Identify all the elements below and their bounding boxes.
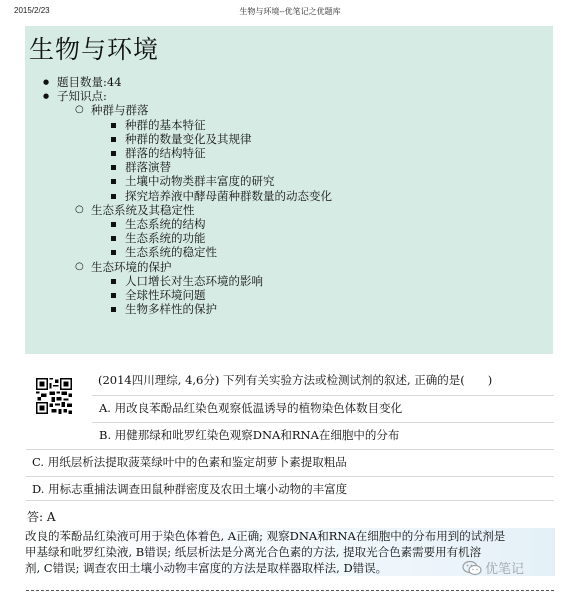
subtopic-item: 群落演替 [109, 160, 332, 174]
option-a[interactable]: A. 用改良苯酚品红染色观察低温诱导的植物染色体数目变化 [99, 401, 403, 415]
subtopic-item: 种群的基本特征 [109, 118, 332, 132]
dashed-separator [26, 590, 554, 591]
subtopic-item: 人口增长对生态环境的影响 [109, 274, 332, 288]
option-b[interactable]: B. 用健那绿和吡罗红染色观察DNA和RNA在细胞中的分布 [99, 428, 400, 442]
subtopic-item: 探究培养液中酵母菌种群数量的动态变化 [109, 189, 332, 203]
subtopic-list [91, 118, 332, 203]
subtopic-item: 生态系统的稳定性 [109, 245, 332, 259]
header-page-title: 生物与环境--优笔记之优题库 [239, 7, 341, 16]
question-stem: (2014四川理综, 4,6分) 下列有关实验方法或检测试剂的叙述, 正确的是( ) [98, 373, 493, 387]
divider [26, 476, 554, 477]
divider [26, 449, 554, 450]
subtopic-item: 全球性环境问题 [109, 288, 332, 302]
subtopic-list [91, 217, 332, 260]
topic-item: ○ 种群与群落 种群的基本特征 种群的数量变化及其规律 群落的结构特征 群落演替 土壤中动物类群丰富度的研究 探究培养液中酵母菌种群数量的动态变化 [75, 103, 332, 202]
topic-list [57, 103, 332, 316]
question-count: ● 题目数量:44 [43, 75, 332, 89]
divider [92, 395, 554, 396]
explanation-line: 甲基绿和吡罗红染液, B错误; 纸层析法是分离光合色素的方法, 提取光合色素需要用有机溶 [25, 545, 482, 559]
subtopic-item: 土壤中动物类群丰富度的研究 [109, 174, 332, 188]
subtopic-item: 种群的数量变化及其规律 [109, 132, 332, 146]
subtopic-item: 群落的结构特征 [109, 146, 332, 160]
answer: 答: A [27, 510, 56, 524]
subtopic-item: 生态系统的功能 [109, 231, 332, 245]
divider [92, 422, 554, 423]
option-c[interactable]: C. 用纸层析法提取菠菜绿叶中的色素和鉴定胡萝卜素提取粗品 [32, 455, 347, 469]
summary-list [43, 75, 332, 316]
subtopic-item: 生物多样性的保护 [109, 302, 332, 316]
divider [26, 500, 554, 501]
subtopic-list [91, 274, 332, 317]
topic-item: ○ 生态环境的保护 人口增长对生态环境的影响 全球性环境问题 生物多样性的保护 [75, 260, 332, 317]
explanation-line: 改良的苯酚品红染液可用于染色体着色, A正确; 观察DNA和RNA在细胞中的分布用到的试剂是 [25, 529, 506, 543]
topic-title: 生物与环境 [29, 35, 160, 64]
topic-summary-panel [25, 26, 553, 354]
topic-item: ○ 生态系统及其稳定性 生态系统的结构 生态系统的功能 生态系统的稳定性 [75, 203, 332, 260]
knowledge-points: ● 子知识点: ○ 种群与群落 种群的基本特征 种群的数量变化及其规律 群落的结构特征 群落演替 土壤中动物类群丰富度的研究 探究培养液中酵母菌种群数量的动态变化 ○ 生态系统及其稳定性 生态系统的结构 生态系统的功能 生态系统的稳定性 ○ 生态环境的保护 人口增长对生态环境的影响 全球性环境问题 生物多样性的保护 [43, 89, 332, 316]
watermark-text: 优笔记 [485, 562, 525, 577]
explanation-line: 剂, C错误; 调查农田土壤小动物丰富度的方法是取样器取样法, D错误。 [25, 561, 388, 575]
wechat-logo-icon [462, 560, 482, 576]
page-header [0, 0, 580, 18]
qr-code-icon[interactable] [36, 378, 72, 414]
watermark [462, 558, 524, 577]
header-date: 2015/2/23 [14, 6, 50, 15]
option-d[interactable]: D. 用标志重捕法调查田鼠种群密度及农田土壤小动物的丰富度 [32, 482, 348, 496]
subtopic-item: 生态系统的结构 [109, 217, 332, 231]
